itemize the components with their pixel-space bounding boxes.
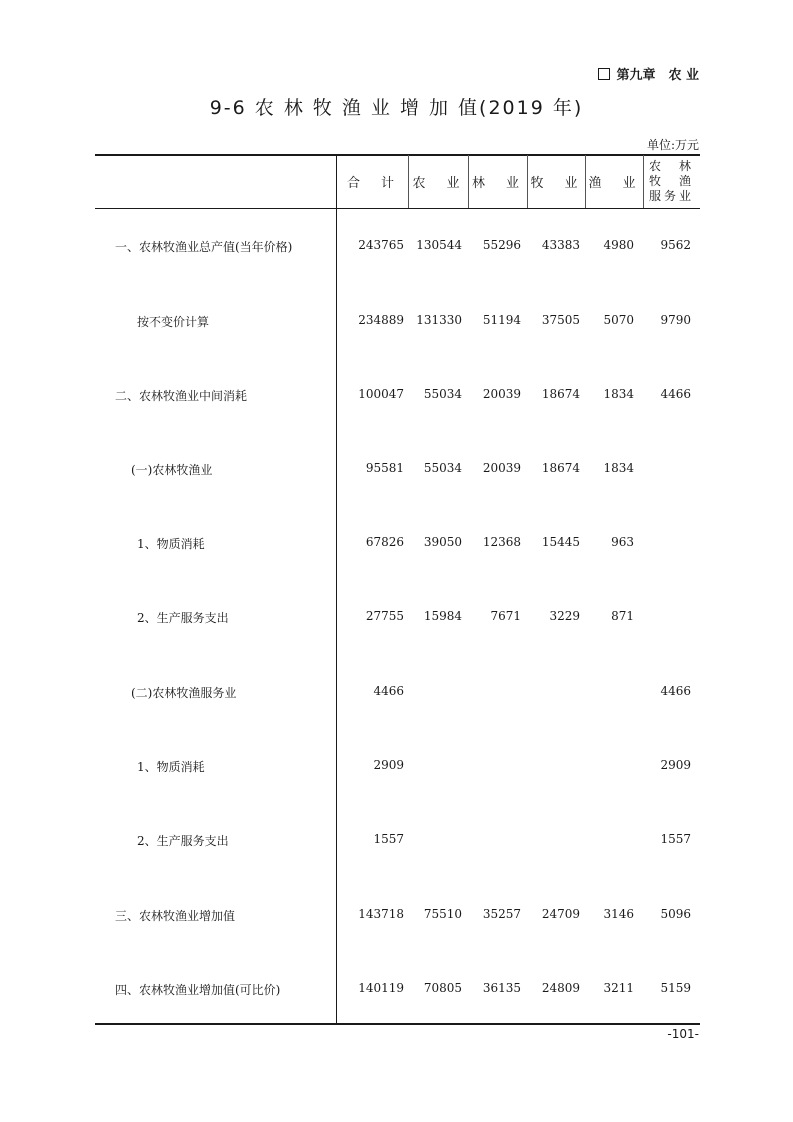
chapter-header	[598, 64, 699, 83]
cell-value: 2909	[660, 758, 691, 772]
cell-value: 963	[611, 535, 634, 549]
row-label: 一、农林牧渔业总产值(当年价格)	[115, 240, 293, 254]
cell-value: 4466	[373, 684, 404, 698]
cell-value: 70805	[423, 981, 462, 995]
cell-value: 55034	[423, 461, 462, 475]
cell-value: 36135	[482, 981, 521, 995]
cell-value: 1557	[660, 832, 691, 846]
row-label: (一)农林牧渔业	[131, 463, 213, 477]
row-label: 按不变价计算	[137, 315, 210, 329]
row-label: (二)农林牧渔服务业	[131, 686, 237, 700]
cell-value: 67826	[365, 535, 404, 549]
table-row	[95, 981, 700, 1001]
header-separator	[527, 155, 528, 208]
table-bottom-rule	[95, 1023, 700, 1025]
cell-value: 130544	[416, 238, 462, 252]
cell-value: 1834	[603, 461, 634, 475]
table-row	[95, 832, 700, 852]
table-row	[95, 535, 700, 555]
table-row	[95, 907, 700, 927]
header-separator	[408, 155, 409, 208]
cell-value: 24809	[541, 981, 580, 995]
cell-value: 35257	[482, 907, 521, 921]
cell-value: 7671	[490, 609, 521, 623]
table-row	[95, 313, 700, 333]
cell-value: 4466	[660, 387, 691, 401]
cell-value: 20039	[482, 387, 521, 401]
row-label: 1、物质消耗	[137, 760, 205, 774]
column-header: 林 业	[471, 176, 523, 191]
cell-value: 3146	[603, 907, 634, 921]
page-number: -101-	[667, 1027, 699, 1041]
cell-value: 140119	[358, 981, 404, 995]
cell-value: 37505	[541, 313, 580, 327]
cell-value: 5159	[660, 981, 691, 995]
cell-value: 5096	[660, 907, 691, 921]
table-row	[95, 387, 700, 407]
header-rule	[95, 208, 700, 209]
chapter-label: 第九章 农 业	[616, 68, 699, 83]
row-label: 四、农林牧渔业增加值(可比价)	[115, 983, 281, 997]
cell-value: 20039	[482, 461, 521, 475]
row-label: 2、生产服务支出	[137, 834, 229, 848]
row-label: 三、农林牧渔业增加值	[115, 909, 236, 923]
cell-value: 18674	[541, 461, 580, 475]
stub-divider	[336, 155, 337, 1023]
table-row	[95, 609, 700, 629]
cell-value: 234889	[358, 313, 404, 327]
cell-value: 27755	[365, 609, 404, 623]
square-icon	[598, 68, 610, 80]
table-row	[95, 684, 700, 704]
cell-value: 51194	[482, 313, 521, 327]
cell-value: 3229	[549, 609, 580, 623]
table-row	[95, 461, 700, 481]
header-separator	[643, 155, 644, 208]
header-separator	[468, 155, 469, 208]
cell-value: 9790	[660, 313, 691, 327]
cell-value: 9562	[660, 238, 691, 252]
cell-value: 1557	[373, 832, 404, 846]
cell-value: 15445	[541, 535, 580, 549]
cell-value: 143718	[358, 907, 404, 921]
row-label: 二、农林牧渔业中间消耗	[115, 389, 248, 403]
table-row	[95, 758, 700, 778]
cell-value: 24709	[541, 907, 580, 921]
row-label: 2、生产服务支出	[137, 611, 229, 625]
cell-value: 55296	[482, 238, 521, 252]
unit-label: 单位:万元	[646, 138, 699, 152]
cell-value: 871	[611, 609, 634, 623]
cell-value: 39050	[423, 535, 462, 549]
column-header: 农 业	[412, 176, 464, 191]
cell-value: 43383	[541, 238, 580, 252]
cell-value: 15984	[423, 609, 462, 623]
header-separator	[585, 155, 586, 208]
column-header: 渔 业	[588, 176, 640, 191]
cell-value: 1834	[603, 387, 634, 401]
cell-value: 4466	[660, 684, 691, 698]
cell-value: 131330	[416, 313, 462, 327]
cell-value: 55034	[423, 387, 462, 401]
cell-value: 243765	[358, 238, 404, 252]
table-title: 9-6 农 林 牧 渔 业 增 加 值(2019 年)	[209, 97, 584, 119]
cell-value: 5070	[603, 313, 634, 327]
cell-value: 95581	[365, 461, 404, 475]
cell-value: 2909	[373, 758, 404, 772]
column-header: 农 林 牧 渔 服务业	[648, 159, 694, 203]
cell-value: 100047	[358, 387, 404, 401]
table-row	[95, 238, 700, 258]
column-header: 合 计	[346, 176, 398, 191]
cell-value: 3211	[603, 981, 634, 995]
cell-value: 18674	[541, 387, 580, 401]
row-label: 1、物质消耗	[137, 537, 205, 551]
cell-value: 12368	[482, 535, 521, 549]
column-header: 牧 业	[530, 176, 582, 191]
cell-value: 4980	[603, 238, 634, 252]
cell-value: 75510	[423, 907, 462, 921]
